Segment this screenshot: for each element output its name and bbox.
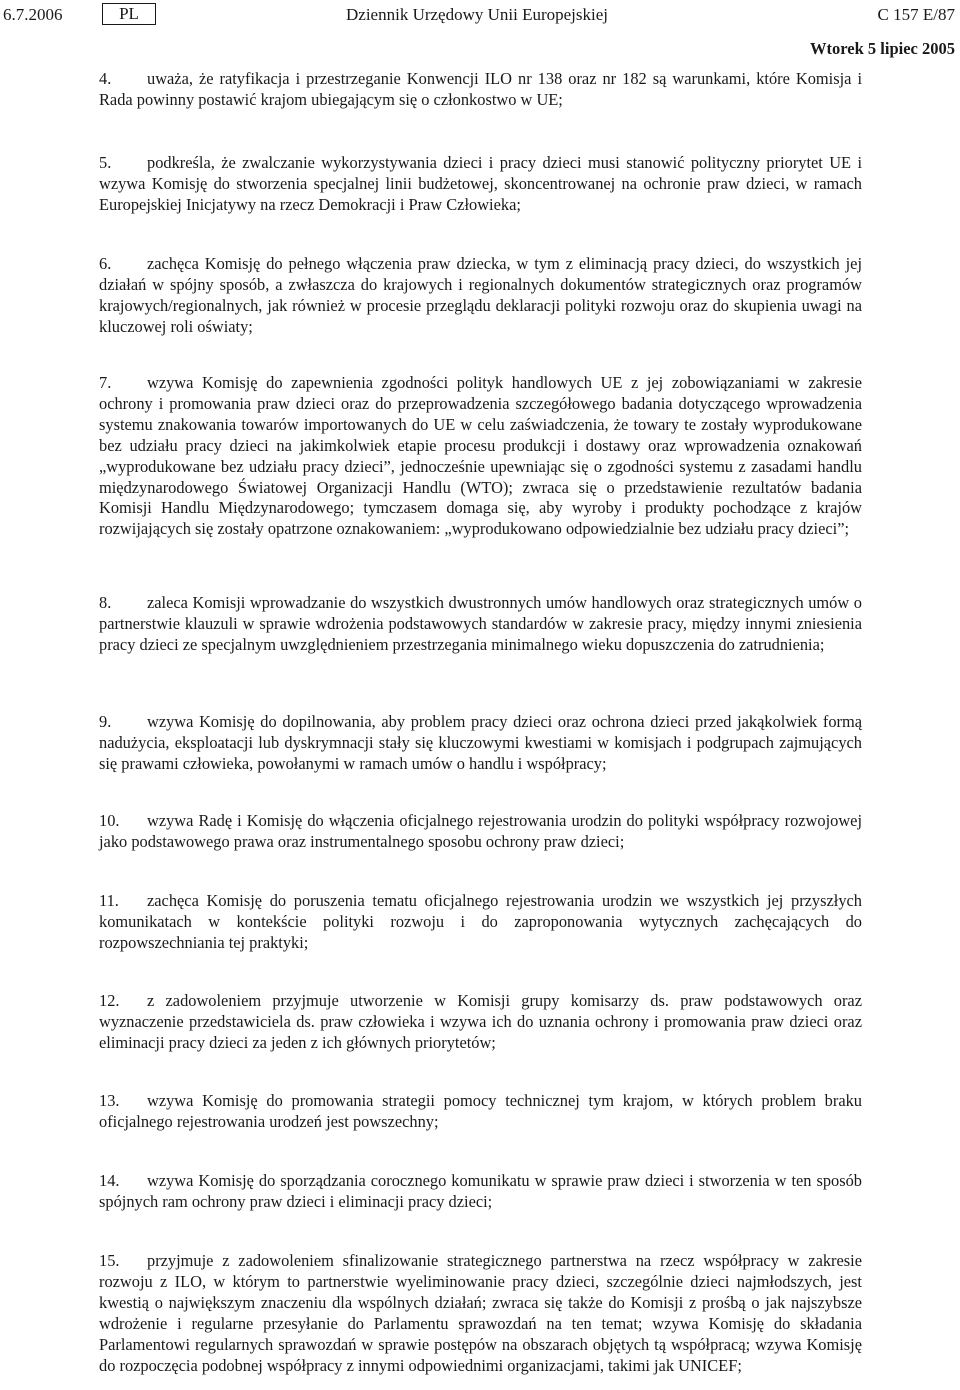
paragraph-text: zachęca Komisję do poruszenia tematu oficjalnego rejestrowania urodzin we wszystkich jej przyszłych komunikatach w kontekście polityki rozwoju i do zaproponowania wytycznych zachęcających do rozpowszechniania tej praktyki; <box>99 891 862 952</box>
paragraph-number: 7. <box>99 373 112 392</box>
paragraph-text: zaleca Komisji wprowadzanie do wszystkich dwustronnych umów handlowych oraz strategicznych umów o partnerstwie klauzuli w sprawie wdrożenia podstawowych standardów w zakresie pracy, między innymi zniesienia pracy dzieci ze specjalnym uwzględnieniem przestrzegania minimalnego wieku dopuszczenia do zatrudnienia; <box>99 593 862 654</box>
paragraph-text: wzywa Komisję do promowania strategii pomocy technicznej tym krajom, w których problem braku oficjalnego rejestrowania urodzeń jest powszechny; <box>99 1091 862 1131</box>
paragraph-text: przyjmuje z zadowoleniem sfinalizowanie strategicznego partnerstwa na rzecz współpracy w zakresie rozwoju z ILO, w którym to partnerstwie wyeliminowanie pracy dzieci, szczególnie dzieci najmłodszych, jest kwestią o największym znaczeniu dla wspólnych działań; zwraca się także do Komisji z prośbą o jak najszybsze wdrożenie i regularne przesyłanie do Parlamentu sprawozdań na ten temat; wzywa Komisję do składania Parlamentowi regularnych sprawozdań w sprawie postępów na obszarach objętych tą współpracą; wzywa Komisję do rozpoczęcia podobnej współpracy z innymi odpowiednimi organizacjami, takimi jak UNICEF; <box>99 1251 862 1375</box>
paragraph-6 <box>99 254 862 338</box>
language-code-box: PL <box>102 3 156 25</box>
paragraph-text: wzywa Komisję do dopilnowania, aby problem pracy dzieci oraz ochrona dzieci przed jakąkolwiek formą nadużycia, eksploatacji lub dyskrymnacji stały się kluczowymi kwestiami w komisjach i podgrupach zajmujących się prawami człowieka, powołanymi w ramach umów o handlu i współpracy; <box>99 712 862 773</box>
paragraph-number: 9. <box>99 712 112 731</box>
paragraph-number: 4. <box>99 69 112 88</box>
paragraph-number: 5. <box>99 153 112 172</box>
journal-title: Dziennik Urzędowy Unii Europejskiej <box>346 5 609 24</box>
paragraph-number: 11. <box>99 891 119 910</box>
paragraph-4 <box>99 69 862 111</box>
sitting-date: Wtorek 5 lipiec 2005 <box>810 39 955 58</box>
paragraph-number: 12. <box>99 991 120 1010</box>
paragraph-text: wzywa Komisję do sporządzania corocznego komunikatu w sprawie praw dzieci i stworzenia w ten sposób spójnych ram ochrony praw dzieci i eliminacji pracy dzieci; <box>99 1171 862 1211</box>
journal-reference: C 157 E/87 <box>877 5 955 24</box>
paragraph-14 <box>99 1171 862 1213</box>
paragraph-7 <box>99 373 862 540</box>
paragraph-number: 6. <box>99 254 112 273</box>
paragraph-13 <box>99 1091 862 1133</box>
paragraph-number: 8. <box>99 593 112 612</box>
paragraph-10 <box>99 811 862 853</box>
paragraph-5 <box>99 153 862 216</box>
paragraph-text: z zadowoleniem przyjmuje utworzenie w Komisji grupy komisarzy ds. praw podstawowych oraz wyznaczenie przedstawiciela ds. praw człowieka i wzywa ich do uznania ochrony i promowania praw dzieci oraz eliminacji pracy dzieci za jeden z ich głównych priorytetów; <box>99 991 862 1052</box>
page-header <box>0 2 960 28</box>
publication-date: 6.7.2006 <box>3 5 63 24</box>
paragraph-number: 15. <box>99 1251 120 1270</box>
paragraph-text: wzywa Komisję do zapewnienia zgodności polityk handlowych UE z jej zobowiązaniami w zakresie ochrony i promowania praw dzieci oraz do przeprowadzenia szczegółowego badania dotyczącego wprowadzenia systemu znakowania towarów importowanych do UE w celu zaświadczenia, że towary te zostały wyprodukowane bez udziału pracy dzieci na jakimkolwiek etapie procesu produkcji i dostawy oraz wprowadzenia oznakowań „wyprodukowane bez udziału pracy dzieci”, jednocześnie upewniając się o zgodności systemu z zasadami handlu międzynarodowego Światowej Organizacji Handlu (WTO); zwraca się o przedstawienie rezultatów badania Komisji Handlu Międzynarodowego; tymczasem domaga się, aby wyroby i produkty pochodzące z krajów rozwijających się zostały opatrzone oznakowaniem: „wyprodukowano odpowiedzialnie bez udziału pracy dzieci”; <box>99 373 862 539</box>
paragraph-text: zachęca Komisję do pełnego włączenia praw dziecka, w tym z eliminacją pracy dzieci, do wszystkich jej działań w spójny sposób, a zwłaszcza do krajowych i regionalnych dokumentów strategicznych oraz programów krajowych/regionalnych, jak również w procesie przeglądu deklaracji polityki rozwoju oraz do skupienia uwagi na kluczowej roli oświaty; <box>99 254 862 336</box>
paragraph-number: 10. <box>99 811 120 830</box>
paragraph-number: 13. <box>99 1091 120 1110</box>
paragraph-15 <box>99 1251 862 1376</box>
paragraph-text: podkreśla, że zwalczanie wykorzystywania dzieci i pracy dzieci musi stanowić polityczny priorytet UE i wzywa Komisję do stworzenia specjalnej linii budżetowej, skoncentrowanej na ochronie praw dzieci, w ramach Europejskiej Inicjatywy na rzecz Demokracji i Praw Człowieka; <box>99 153 862 214</box>
paragraph-8 <box>99 593 862 656</box>
paragraph-9 <box>99 712 862 775</box>
paragraph-12 <box>99 991 862 1054</box>
paragraph-number: 14. <box>99 1171 120 1190</box>
paragraph-text: uważa, że ratyfikacja i przestrzeganie Konwencji ILO nr 138 oraz nr 182 są warunkami, które Komisja i Rada powinny postawić krajom ubiegającym się o członkostwo w UE; <box>99 69 862 109</box>
paragraph-11 <box>99 891 862 954</box>
paragraph-text: wzywa Radę i Komisję do włączenia oficjalnego rejestrowania urodzin do polityki współpracy rozwojowej jako podstawowego prawa oraz instrumentalnego sposobu ochrony praw dzieci; <box>99 811 862 851</box>
